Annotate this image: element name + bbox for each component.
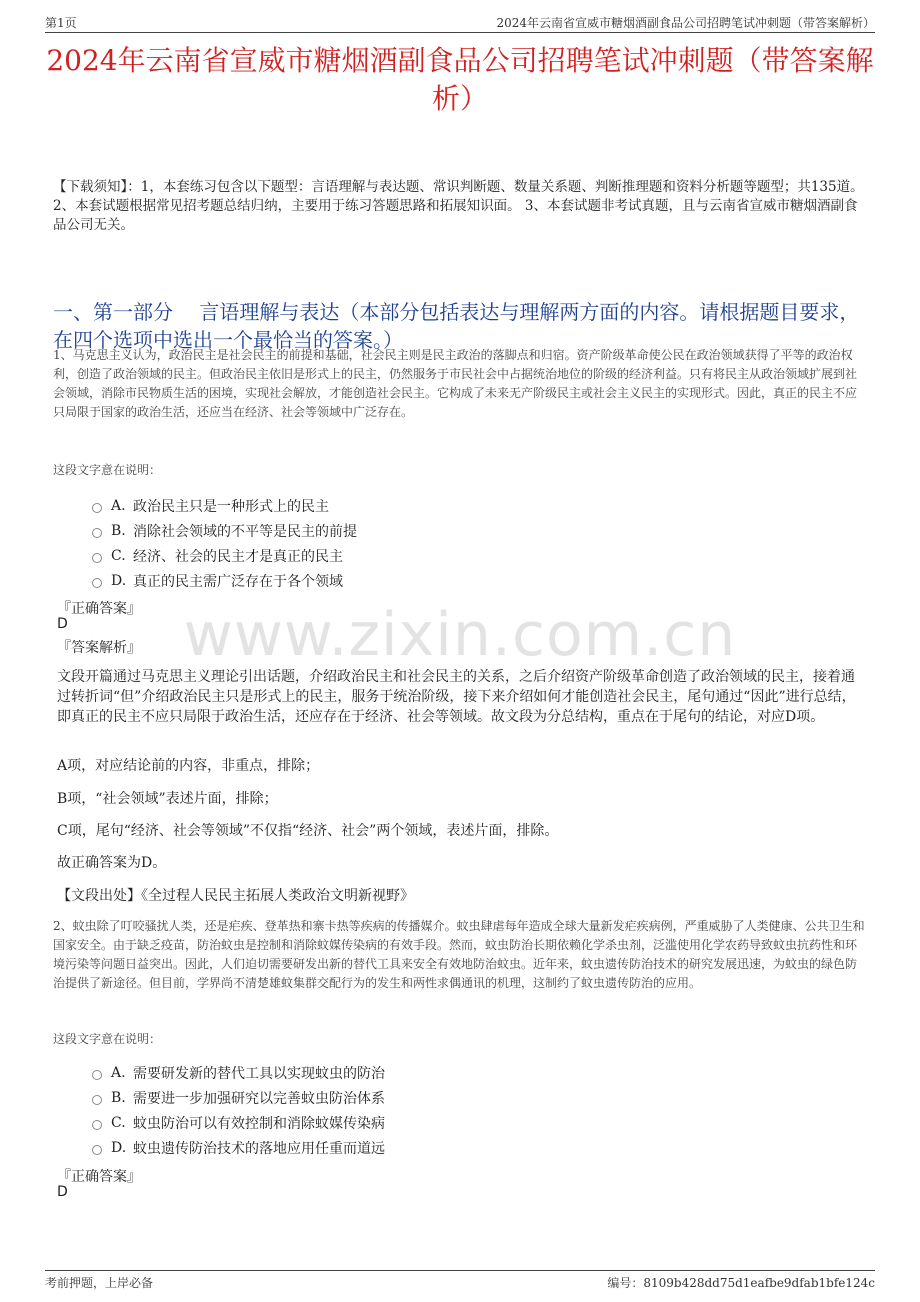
answer-value: D — [57, 1184, 68, 1200]
footer-slogan: 考前押题，上岸必备 — [45, 1276, 154, 1290]
radio-icon[interactable] — [92, 503, 102, 513]
question-1-prompt: 这段文字意在说明： — [53, 463, 162, 477]
radio-icon[interactable] — [92, 1070, 102, 1080]
page-header — [45, 10, 875, 33]
download-notice: 【下载须知】：1，本套练习包含以下题型：言语理解与表达题、常识判断题、数量关系题、判断推理题和资料分析题等题型；共135道。 2、本套试题根据常见招考题总结归纳，主要用于练习答题思路和拓展知识面。 3、本套试题非考试真题，且与云南省宣威市糖烟酒副食品公司无关。 — [53, 179, 864, 233]
analysis-conclusion: 故正确答案为D。 — [57, 855, 167, 871]
watermark: www.zixin.com.cn — [183, 600, 737, 670]
question-1-stem: 1、马克思主义认为，政治民主是社会民主的前提和基础，社会民主则是民主政治的落脚点和归宿。资产阶级革命使公民在政治领域获得了平等的政治权利，创造了政治领域的民主。但政治民主依旧是形式上的民主，仍然服务于市民社会中占据统治地位的阶级的经济利益。只有将民主从政治领域扩展到社会领域，消除市民物质生活的困境，实现社会解放，才能创造社会民主。它构成了未来无产阶级民主或社会主义民主的实现形式。因此，真正的民主不应只局限于国家的政治生活，还应当在经济、社会等领域中广泛存在。 — [53, 348, 858, 419]
analysis-option-b: B项，“社会领域”表述片面，排除； — [57, 791, 278, 807]
option-b[interactable]: B. 消除社会领域的不平等是民主的前提 — [92, 518, 357, 543]
page-footer — [45, 1270, 875, 1291]
question-2-stem: 2、蚊虫除了叮咬骚扰人类，还是疟疾、登革热和寨卡热等疾病的传播媒介。蚊虫肆虐每年造成全球大量新发疟疾病例，严重威胁了人类健康、公共卫生和国家安全。由于缺乏疫苗，防治蚊虫是控制和消除蚊媒传染病的有效手段。然而，蚊虫防治长期依赖化学杀虫剂，泛滥使用化学农药导致蚊虫抗药性和环境污染等问题日益突出。因此，人们迫切需要研发出新的替代工具来安全有效地防治蚊虫。近年来，蚊虫遗传防治技术的研究发展迅速，为蚊虫的绿色防治提供了新途径。但目前，学界尚不清楚雄蚊集群交配行为的发生和两性求偶通讯的机理，这制约了蚊虫遗传防治的应用。 — [53, 919, 865, 990]
answer-label: 『正确答案』 — [57, 601, 141, 617]
radio-icon[interactable] — [92, 528, 102, 538]
option-d[interactable]: D. 蚊虫遗传防治技术的落地应用任重而道远 — [92, 1135, 385, 1160]
analysis-label: 『答案解析』 — [57, 640, 141, 656]
option-a[interactable]: A. 需要研发新的替代工具以实现蚊虫的防治 — [92, 1060, 385, 1085]
radio-icon[interactable] — [92, 553, 102, 563]
text-source: 【文段出处】《全过程人民民主拓展人类政治文明新视野》 — [57, 888, 414, 904]
option-c[interactable]: C. 蚊虫防治可以有效控制和消除蚊媒传染病 — [92, 1110, 385, 1135]
option-b[interactable]: B. 需要进一步加强研究以完善蚊虫防治体系 — [92, 1085, 385, 1110]
option-c[interactable]: C. 经济、社会的民主才是真正的民主 — [92, 543, 357, 568]
analysis-option-a: A项，对应结论前的内容，非重点，排除； — [57, 758, 320, 774]
analysis-text: 文段开篇通过马克思主义理论引出话题，介绍政治民主和社会民主的关系，之后介绍资产阶级革命创造了政治领域的民主，接着通过转折词“但”介绍政治民主只是形式上的民主，服务于统治阶级，接下来介绍如何才能创造社会民主，尾句通过“因此”进行总结，即真正的民主不应只局限于政治生活，还应存在于经济、社会等领域。故文段为分总结构，重点在于尾句的结论，对应D项。 — [57, 669, 856, 725]
question-1-options — [92, 493, 357, 593]
footer-doc-id: 编号：8109b428dd75d1eafbe9dfab1bfe124c — [607, 1276, 875, 1290]
section-title: 一、第一部分 言语理解与表达（本部分包括表达与理解两方面的内容。请根据题目要求，在四个选项中选出一个最恰当的答案。） — [53, 300, 860, 352]
answer-label: 『正确答案』 — [57, 1169, 141, 1185]
option-a[interactable]: A. 政治民主只是一种形式上的民主 — [92, 493, 357, 518]
header-doc-title: 2024年云南省宣威市糖烟酒副食品公司招聘笔试冲刺题（带答案解析） — [496, 16, 875, 30]
radio-icon[interactable] — [92, 1095, 102, 1105]
question-2-prompt: 这段文字意在说明： — [53, 1032, 162, 1046]
radio-icon[interactable] — [92, 1120, 102, 1130]
page-number: 第1页 — [45, 16, 77, 30]
radio-icon[interactable] — [92, 1145, 102, 1155]
option-d[interactable]: D. 真正的民主需广泛存在于各个领域 — [92, 568, 357, 593]
answer-value: D — [57, 616, 68, 632]
analysis-option-c: C项，尾句“经济、社会等领域”不仅指“经济、社会”两个领域，表述片面，排除。 — [57, 823, 559, 839]
radio-icon[interactable] — [92, 578, 102, 588]
document-title: 2024年云南省宣威市糖烟酒副食品公司招聘笔试冲刺题（带答案解析） — [46, 44, 874, 115]
question-2-options — [92, 1060, 385, 1160]
